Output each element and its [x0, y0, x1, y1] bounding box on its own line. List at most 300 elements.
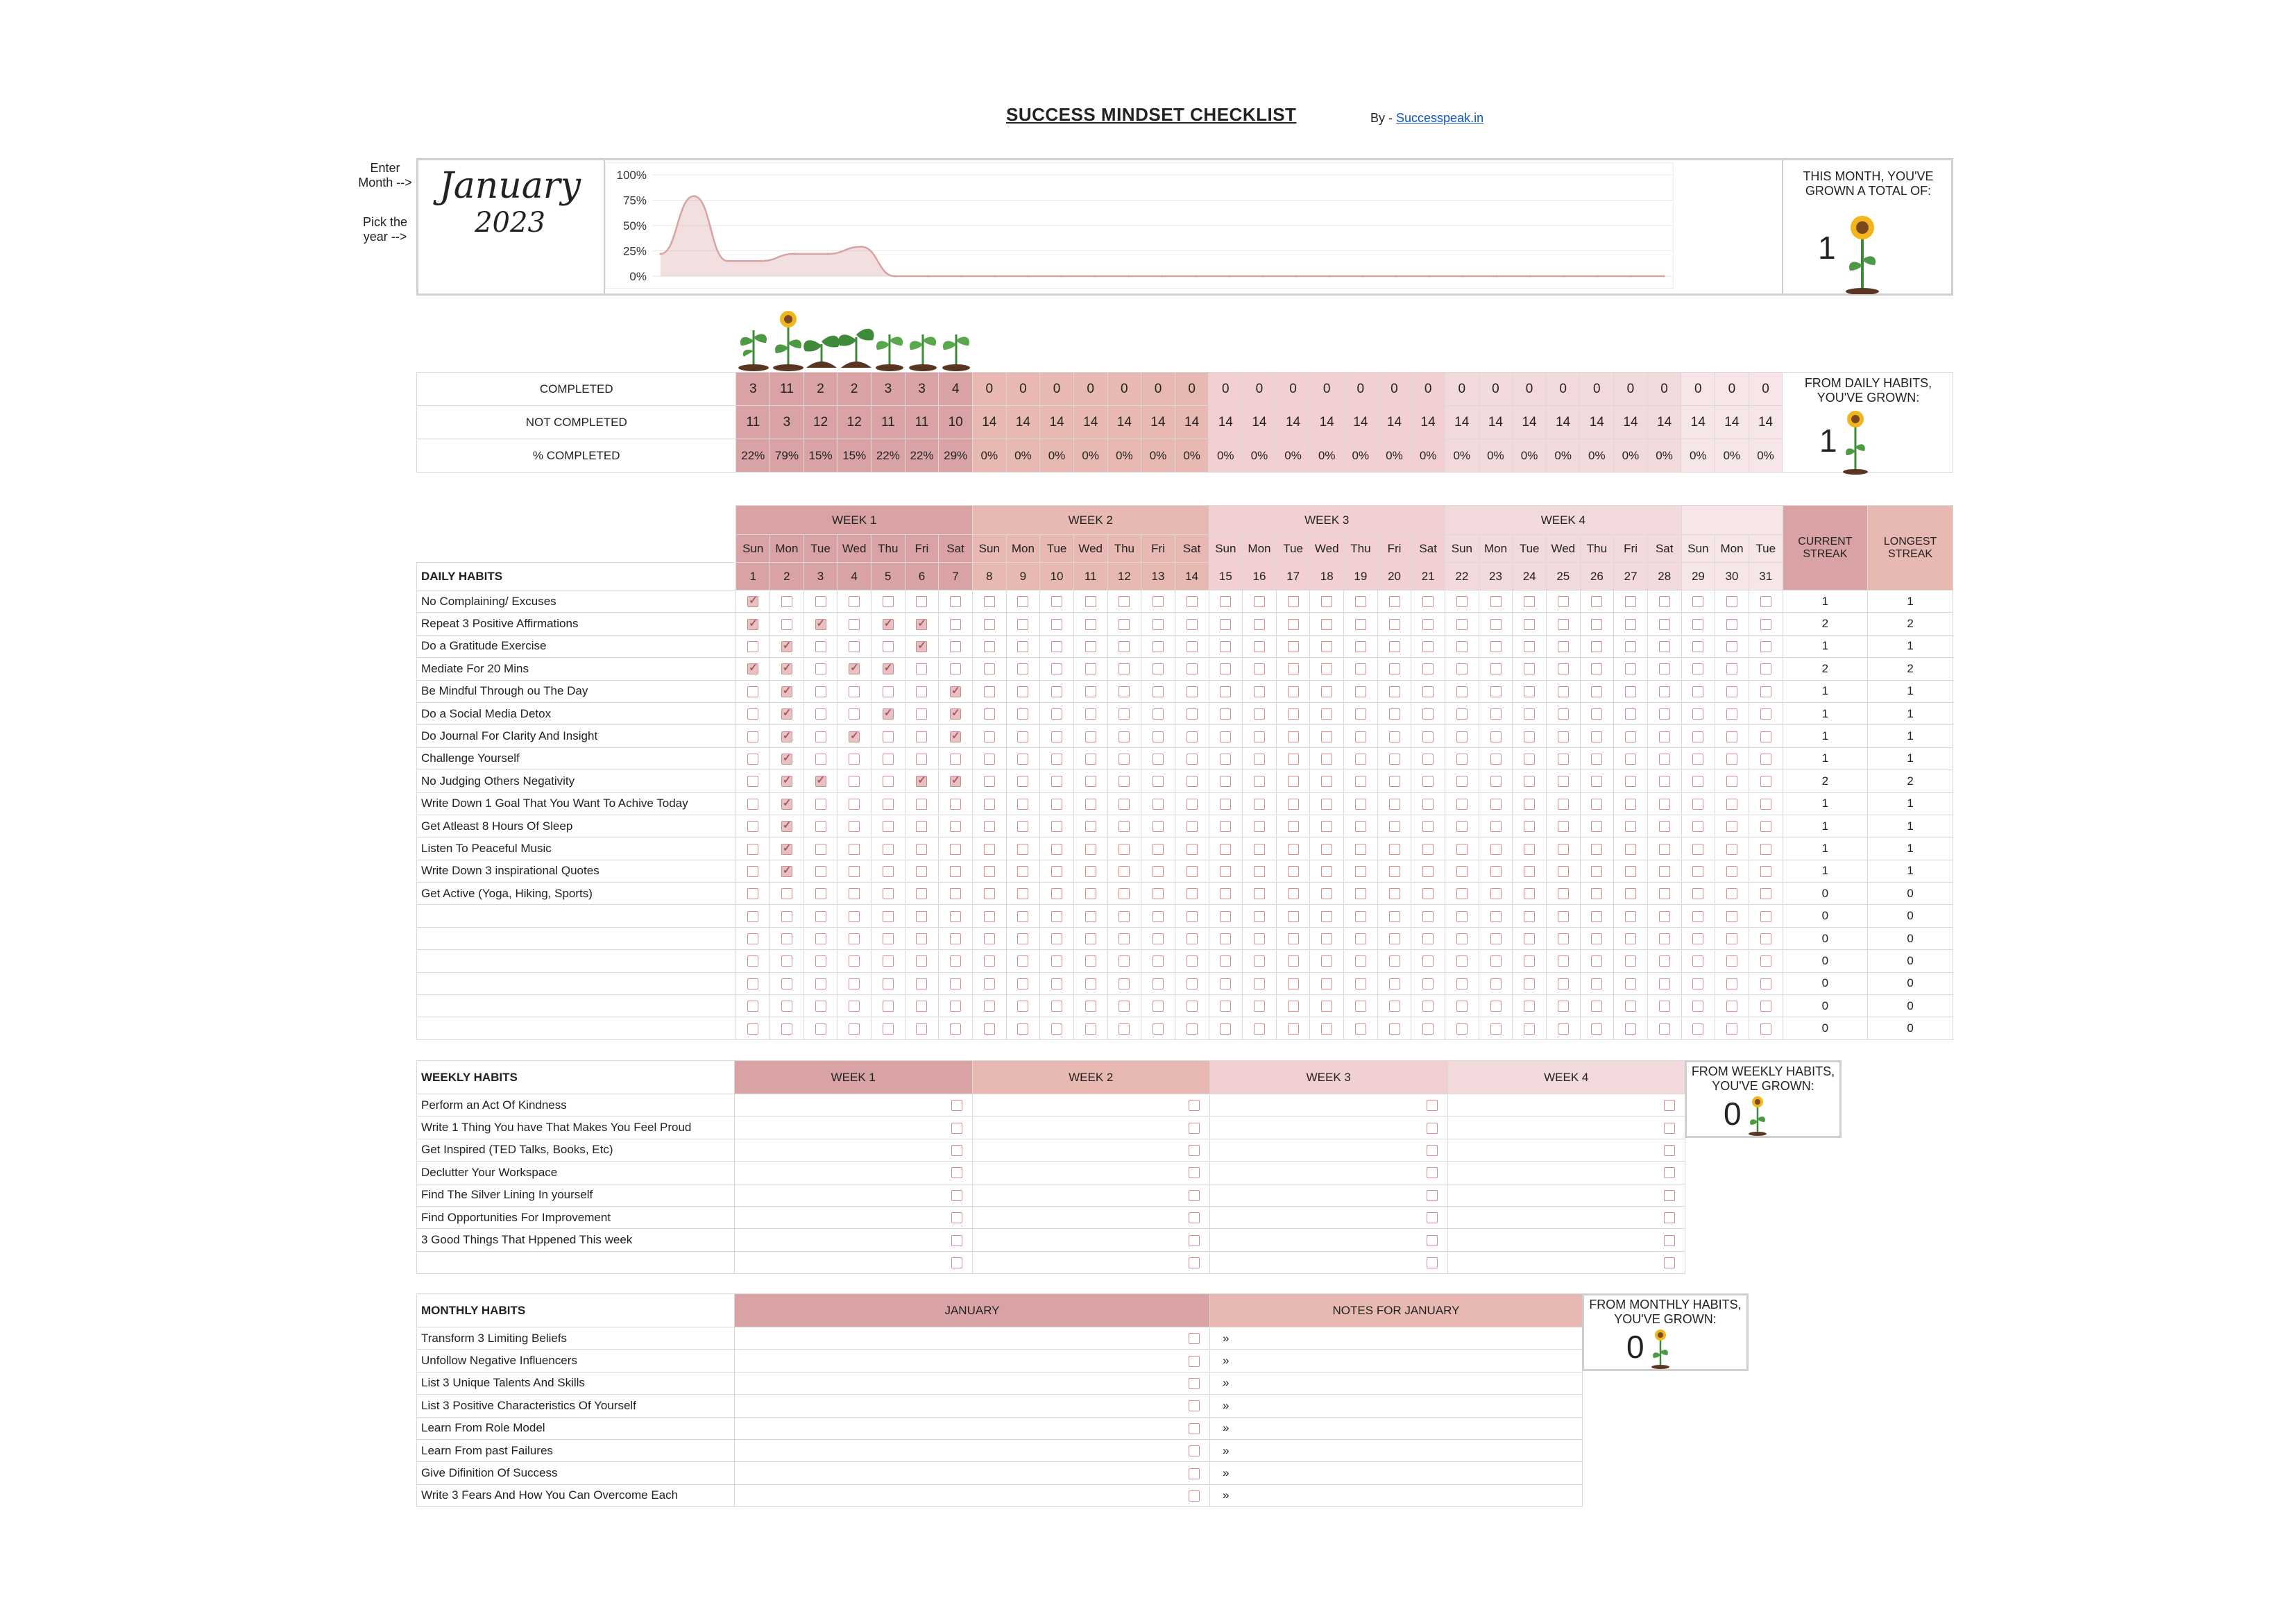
habit-checkbox[interactable] [849, 866, 860, 877]
habit-checkbox[interactable] [1153, 1001, 1164, 1012]
habit-checkbox[interactable] [849, 955, 860, 967]
habit-checkbox[interactable] [815, 911, 826, 922]
habit-checkbox[interactable] [1422, 1001, 1434, 1012]
habit-checkbox[interactable] [1288, 708, 1299, 720]
habit-checkbox[interactable] [1017, 754, 1028, 765]
habit-checkbox[interactable] [1456, 776, 1468, 787]
habit-checkbox[interactable] [1760, 933, 1771, 944]
habit-checkbox[interactable] [1153, 978, 1164, 989]
habit-checkbox[interactable] [1422, 799, 1434, 810]
habit-checkbox[interactable] [1321, 911, 1332, 922]
habit-checkbox[interactable] [883, 933, 894, 944]
habit-checkbox[interactable] [1119, 844, 1130, 855]
habit-checkbox[interactable] [1490, 866, 1502, 877]
habit-checkbox[interactable] [1288, 663, 1299, 674]
habit-checkbox[interactable] [1321, 619, 1332, 630]
habit-checkbox[interactable] [1220, 978, 1231, 989]
habit-checkbox[interactable] [1524, 866, 1535, 877]
weekly-habit-name[interactable]: Write 1 Thing You have That Makes You Feel Proud [417, 1116, 735, 1139]
habit-name[interactable]: Repeat 3 Positive Affirmations [417, 613, 736, 635]
habit-checkbox[interactable] [1220, 641, 1231, 652]
habit-checkbox[interactable] [1422, 844, 1434, 855]
habit-checkbox[interactable] [1625, 596, 1636, 607]
weekly-checkbox[interactable] [1189, 1212, 1200, 1223]
habit-checkbox[interactable] [1119, 686, 1130, 697]
habit-checkbox[interactable] [1726, 731, 1737, 742]
habit-checkbox[interactable] [1591, 844, 1602, 855]
habit-checkbox[interactable] [1355, 754, 1366, 765]
habit-checkbox[interactable] [916, 596, 927, 607]
habit-checkbox[interactable] [984, 844, 995, 855]
habit-checkbox[interactable] [1490, 708, 1502, 720]
habit-checkbox[interactable] [747, 911, 758, 922]
habit-checkbox[interactable] [1389, 641, 1400, 652]
weekly-checkbox[interactable] [951, 1100, 962, 1111]
habit-checkbox[interactable] [916, 844, 927, 855]
habit-checkbox[interactable] [1321, 776, 1332, 787]
habit-checkbox[interactable] [781, 866, 792, 877]
monthly-checkbox[interactable] [1189, 1356, 1200, 1367]
habit-checkbox[interactable] [883, 1023, 894, 1035]
habit-checkbox[interactable] [1085, 596, 1096, 607]
habit-checkbox[interactable] [1153, 1023, 1164, 1035]
habit-checkbox[interactable] [815, 731, 826, 742]
habit-checkbox[interactable] [1187, 686, 1198, 697]
habit-checkbox[interactable] [916, 708, 927, 720]
monthly-habit-name[interactable]: Give Difinition Of Success [417, 1462, 735, 1484]
habit-checkbox[interactable] [1085, 888, 1096, 899]
habit-checkbox[interactable] [815, 641, 826, 652]
habit-checkbox[interactable] [916, 933, 927, 944]
habit-checkbox[interactable] [1051, 619, 1062, 630]
habit-checkbox[interactable] [781, 731, 792, 742]
habit-checkbox[interactable] [781, 708, 792, 720]
habit-checkbox[interactable] [1422, 821, 1434, 832]
habit-checkbox[interactable] [1625, 821, 1636, 832]
habit-checkbox[interactable] [1220, 663, 1231, 674]
habit-checkbox[interactable] [883, 663, 894, 674]
habit-checkbox[interactable] [1659, 911, 1670, 922]
habit-checkbox[interactable] [1625, 978, 1636, 989]
habit-checkbox[interactable] [1591, 754, 1602, 765]
habit-checkbox[interactable] [1490, 619, 1502, 630]
habit-checkbox[interactable] [1726, 844, 1737, 855]
habit-checkbox[interactable] [1355, 844, 1366, 855]
monthly-habit-name[interactable]: Unfollow Negative Influencers [417, 1350, 735, 1372]
habit-checkbox[interactable] [1490, 731, 1502, 742]
habit-checkbox[interactable] [1220, 754, 1231, 765]
habit-checkbox[interactable] [1288, 619, 1299, 630]
habit-checkbox[interactable] [1389, 663, 1400, 674]
habit-checkbox[interactable] [1558, 955, 1569, 967]
habit-checkbox[interactable] [781, 619, 792, 630]
habit-checkbox[interactable] [984, 596, 995, 607]
habit-checkbox[interactable] [1692, 731, 1703, 742]
habit-checkbox[interactable] [1558, 663, 1569, 674]
habit-checkbox[interactable] [1017, 686, 1028, 697]
habit-checkbox[interactable] [984, 663, 995, 674]
habit-checkbox[interactable] [1051, 911, 1062, 922]
habit-checkbox[interactable] [1422, 731, 1434, 742]
habit-checkbox[interactable] [883, 619, 894, 630]
habit-checkbox[interactable] [1119, 708, 1130, 720]
habit-checkbox[interactable] [1389, 731, 1400, 742]
habit-checkbox[interactable] [1422, 776, 1434, 787]
habit-checkbox[interactable] [1119, 663, 1130, 674]
habit-checkbox[interactable] [1659, 866, 1670, 877]
habit-checkbox[interactable] [1558, 596, 1569, 607]
habit-checkbox[interactable] [1355, 933, 1366, 944]
habit-checkbox[interactable] [1591, 866, 1602, 877]
habit-checkbox[interactable] [1760, 596, 1771, 607]
habit-checkbox[interactable] [1288, 888, 1299, 899]
note-field[interactable]: » [1210, 1372, 1583, 1394]
habit-name[interactable] [417, 905, 736, 927]
habit-checkbox[interactable] [1490, 1001, 1502, 1012]
habit-checkbox[interactable] [1692, 776, 1703, 787]
habit-checkbox[interactable] [1558, 1001, 1569, 1012]
habit-checkbox[interactable] [1625, 1023, 1636, 1035]
habit-checkbox[interactable] [1254, 686, 1265, 697]
habit-checkbox[interactable] [1254, 1023, 1265, 1035]
habit-checkbox[interactable] [950, 1001, 961, 1012]
habit-checkbox[interactable] [1692, 955, 1703, 967]
habit-checkbox[interactable] [1591, 1001, 1602, 1012]
habit-checkbox[interactable] [1692, 596, 1703, 607]
habit-name[interactable] [417, 950, 736, 972]
habit-checkbox[interactable] [1558, 619, 1569, 630]
habit-checkbox[interactable] [747, 844, 758, 855]
habit-checkbox[interactable] [1456, 686, 1468, 697]
habit-checkbox[interactable] [1558, 776, 1569, 787]
habit-checkbox[interactable] [1422, 663, 1434, 674]
habit-checkbox[interactable] [1456, 641, 1468, 652]
habit-checkbox[interactable] [883, 754, 894, 765]
habit-checkbox[interactable] [1220, 619, 1231, 630]
habit-checkbox[interactable] [1625, 911, 1636, 922]
habit-checkbox[interactable] [1692, 888, 1703, 899]
habit-checkbox[interactable] [1220, 596, 1231, 607]
weekly-checkbox[interactable] [1189, 1190, 1200, 1201]
habit-checkbox[interactable] [815, 1001, 826, 1012]
habit-checkbox[interactable] [747, 888, 758, 899]
habit-checkbox[interactable] [1153, 844, 1164, 855]
habit-checkbox[interactable] [984, 821, 995, 832]
habit-checkbox[interactable] [1220, 731, 1231, 742]
habit-checkbox[interactable] [1051, 686, 1062, 697]
habit-checkbox[interactable] [1389, 776, 1400, 787]
habit-checkbox[interactable] [747, 754, 758, 765]
habit-checkbox[interactable] [1153, 866, 1164, 877]
habit-checkbox[interactable] [747, 776, 758, 787]
habit-checkbox[interactable] [1254, 596, 1265, 607]
habit-checkbox[interactable] [1524, 754, 1535, 765]
habit-checkbox[interactable] [1187, 1023, 1198, 1035]
habit-checkbox[interactable] [1490, 933, 1502, 944]
habit-checkbox[interactable] [1490, 799, 1502, 810]
habit-checkbox[interactable] [1558, 708, 1569, 720]
habit-checkbox[interactable] [1625, 888, 1636, 899]
habit-checkbox[interactable] [815, 955, 826, 967]
habit-checkbox[interactable] [1085, 933, 1096, 944]
habit-checkbox[interactable] [1119, 1023, 1130, 1035]
weekly-checkbox[interactable] [951, 1212, 962, 1223]
habit-checkbox[interactable] [1456, 1001, 1468, 1012]
habit-checkbox[interactable] [1051, 731, 1062, 742]
habit-checkbox[interactable] [1558, 686, 1569, 697]
habit-checkbox[interactable] [1119, 754, 1130, 765]
habit-checkbox[interactable] [950, 955, 961, 967]
habit-checkbox[interactable] [1051, 641, 1062, 652]
habit-checkbox[interactable] [1017, 619, 1028, 630]
habit-checkbox[interactable] [883, 641, 894, 652]
weekly-checkbox[interactable] [951, 1167, 962, 1178]
habit-checkbox[interactable] [916, 866, 927, 877]
habit-checkbox[interactable] [1187, 978, 1198, 989]
habit-checkbox[interactable] [950, 799, 961, 810]
habit-checkbox[interactable] [984, 888, 995, 899]
habit-checkbox[interactable] [1153, 731, 1164, 742]
habit-checkbox[interactable] [1760, 663, 1771, 674]
habit-checkbox[interactable] [1321, 933, 1332, 944]
habit-checkbox[interactable] [1017, 821, 1028, 832]
habit-checkbox[interactable] [1659, 596, 1670, 607]
habit-name[interactable]: Get Active (Yoga, Hiking, Sports) [417, 883, 736, 905]
habit-checkbox[interactable] [950, 978, 961, 989]
habit-checkbox[interactable] [1051, 1001, 1062, 1012]
habit-checkbox[interactable] [1591, 978, 1602, 989]
habit-checkbox[interactable] [1659, 844, 1670, 855]
weekly-checkbox[interactable] [951, 1235, 962, 1246]
weekly-checkbox[interactable] [1664, 1212, 1675, 1223]
habit-checkbox[interactable] [1760, 686, 1771, 697]
habit-name[interactable]: Write Down 1 Goal That You Want To Achive Today [417, 792, 736, 815]
habit-checkbox[interactable] [849, 799, 860, 810]
habit-checkbox[interactable] [1017, 1023, 1028, 1035]
habit-checkbox[interactable] [1187, 754, 1198, 765]
habit-checkbox[interactable] [1153, 799, 1164, 810]
habit-checkbox[interactable] [1726, 911, 1737, 922]
habit-checkbox[interactable] [1017, 844, 1028, 855]
habit-checkbox[interactable] [950, 596, 961, 607]
habit-checkbox[interactable] [747, 686, 758, 697]
habit-checkbox[interactable] [781, 1023, 792, 1035]
habit-checkbox[interactable] [781, 933, 792, 944]
habit-checkbox[interactable] [815, 866, 826, 877]
habit-checkbox[interactable] [1558, 933, 1569, 944]
habit-checkbox[interactable] [1017, 978, 1028, 989]
habit-checkbox[interactable] [1490, 641, 1502, 652]
habit-checkbox[interactable] [849, 1001, 860, 1012]
habit-name[interactable]: No Judging Others Negativity [417, 770, 736, 792]
habit-checkbox[interactable] [1254, 911, 1265, 922]
habit-checkbox[interactable] [1321, 888, 1332, 899]
habit-checkbox[interactable] [1625, 776, 1636, 787]
habit-checkbox[interactable] [1220, 933, 1231, 944]
habit-checkbox[interactable] [1321, 641, 1332, 652]
habit-checkbox[interactable] [1760, 955, 1771, 967]
habit-checkbox[interactable] [1355, 955, 1366, 967]
weekly-checkbox[interactable] [1189, 1123, 1200, 1134]
habit-checkbox[interactable] [1625, 866, 1636, 877]
habit-checkbox[interactable] [747, 821, 758, 832]
habit-checkbox[interactable] [1187, 641, 1198, 652]
habit-checkbox[interactable] [1692, 708, 1703, 720]
habit-name[interactable] [417, 972, 736, 994]
habit-checkbox[interactable] [849, 844, 860, 855]
monthly-checkbox[interactable] [1189, 1445, 1200, 1456]
habit-checkbox[interactable] [1085, 708, 1096, 720]
habit-checkbox[interactable] [849, 888, 860, 899]
habit-checkbox[interactable] [1456, 866, 1468, 877]
habit-checkbox[interactable] [1119, 596, 1130, 607]
habit-checkbox[interactable] [1625, 641, 1636, 652]
habit-checkbox[interactable] [1726, 641, 1737, 652]
habit-checkbox[interactable] [1659, 955, 1670, 967]
weekly-checkbox[interactable] [1664, 1257, 1675, 1268]
habit-checkbox[interactable] [984, 866, 995, 877]
habit-checkbox[interactable] [984, 933, 995, 944]
habit-checkbox[interactable] [1389, 1023, 1400, 1035]
habit-checkbox[interactable] [815, 619, 826, 630]
byline-link[interactable]: Successpeak.in [1396, 111, 1484, 125]
habit-checkbox[interactable] [916, 619, 927, 630]
habit-checkbox[interactable] [1760, 1001, 1771, 1012]
habit-checkbox[interactable] [1254, 866, 1265, 877]
habit-checkbox[interactable] [1288, 933, 1299, 944]
habit-checkbox[interactable] [883, 911, 894, 922]
habit-checkbox[interactable] [1355, 866, 1366, 877]
habit-checkbox[interactable] [1288, 754, 1299, 765]
habit-checkbox[interactable] [781, 955, 792, 967]
habit-checkbox[interactable] [1119, 978, 1130, 989]
habit-checkbox[interactable] [1085, 911, 1096, 922]
habit-checkbox[interactable] [815, 978, 826, 989]
habit-checkbox[interactable] [1490, 663, 1502, 674]
habit-checkbox[interactable] [883, 731, 894, 742]
habit-checkbox[interactable] [1490, 888, 1502, 899]
habit-checkbox[interactable] [1625, 1001, 1636, 1012]
weekly-checkbox[interactable] [1427, 1123, 1438, 1134]
habit-checkbox[interactable] [747, 641, 758, 652]
habit-checkbox[interactable] [1625, 619, 1636, 630]
weekly-checkbox[interactable] [1664, 1235, 1675, 1246]
habit-checkbox[interactable] [1288, 776, 1299, 787]
habit-checkbox[interactable] [950, 754, 961, 765]
habit-checkbox[interactable] [1085, 1001, 1096, 1012]
habit-checkbox[interactable] [1085, 844, 1096, 855]
habit-checkbox[interactable] [1220, 799, 1231, 810]
habit-checkbox[interactable] [950, 731, 961, 742]
habit-checkbox[interactable] [1355, 731, 1366, 742]
weekly-habit-name[interactable]: 3 Good Things That Hppened This week [417, 1229, 735, 1251]
habit-checkbox[interactable] [1456, 911, 1468, 922]
habit-checkbox[interactable] [950, 888, 961, 899]
weekly-checkbox[interactable] [1664, 1167, 1675, 1178]
habit-checkbox[interactable] [849, 821, 860, 832]
weekly-checkbox[interactable] [951, 1257, 962, 1268]
habit-checkbox[interactable] [1692, 1023, 1703, 1035]
habit-checkbox[interactable] [984, 686, 995, 697]
habit-checkbox[interactable] [1490, 686, 1502, 697]
note-field[interactable]: » [1210, 1439, 1583, 1461]
weekly-habit-name[interactable]: Declutter Your Workspace [417, 1162, 735, 1184]
habit-checkbox[interactable] [1591, 799, 1602, 810]
habit-checkbox[interactable] [1085, 799, 1096, 810]
habit-checkbox[interactable] [1187, 866, 1198, 877]
habit-checkbox[interactable] [815, 663, 826, 674]
habit-checkbox[interactable] [1321, 1023, 1332, 1035]
habit-checkbox[interactable] [1355, 663, 1366, 674]
habit-checkbox[interactable] [1254, 619, 1265, 630]
habit-checkbox[interactable] [1288, 844, 1299, 855]
habit-checkbox[interactable] [950, 708, 961, 720]
habit-checkbox[interactable] [1456, 799, 1468, 810]
habit-checkbox[interactable] [1659, 731, 1670, 742]
habit-checkbox[interactable] [1119, 1001, 1130, 1012]
habit-checkbox[interactable] [781, 596, 792, 607]
habit-checkbox[interactable] [1187, 888, 1198, 899]
habit-checkbox[interactable] [883, 776, 894, 787]
habit-checkbox[interactable] [1187, 955, 1198, 967]
habit-checkbox[interactable] [1051, 663, 1062, 674]
habit-checkbox[interactable] [1760, 1023, 1771, 1035]
monthly-habit-name[interactable]: List 3 Positive Characteristics Of Yourself [417, 1395, 735, 1417]
habit-checkbox[interactable] [883, 708, 894, 720]
habit-checkbox[interactable] [1659, 619, 1670, 630]
habit-checkbox[interactable] [883, 888, 894, 899]
habit-checkbox[interactable] [1558, 731, 1569, 742]
habit-checkbox[interactable] [1220, 866, 1231, 877]
habit-checkbox[interactable] [1119, 866, 1130, 877]
habit-checkbox[interactable] [1017, 799, 1028, 810]
habit-checkbox[interactable] [1726, 821, 1737, 832]
habit-checkbox[interactable] [747, 933, 758, 944]
habit-checkbox[interactable] [1119, 776, 1130, 787]
habit-checkbox[interactable] [916, 821, 927, 832]
habit-checkbox[interactable] [1524, 844, 1535, 855]
habit-checkbox[interactable] [883, 821, 894, 832]
habit-checkbox[interactable] [815, 596, 826, 607]
habit-checkbox[interactable] [1591, 686, 1602, 697]
habit-checkbox[interactable] [747, 799, 758, 810]
weekly-checkbox[interactable] [1427, 1167, 1438, 1178]
habit-checkbox[interactable] [1153, 619, 1164, 630]
habit-checkbox[interactable] [1726, 663, 1737, 674]
habit-checkbox[interactable] [747, 1023, 758, 1035]
habit-checkbox[interactable] [1321, 663, 1332, 674]
habit-checkbox[interactable] [984, 911, 995, 922]
habit-checkbox[interactable] [1760, 821, 1771, 832]
note-field[interactable]: » [1210, 1484, 1583, 1506]
weekly-checkbox[interactable] [951, 1190, 962, 1201]
habit-checkbox[interactable] [1051, 955, 1062, 967]
habit-checkbox[interactable] [1119, 933, 1130, 944]
habit-name[interactable]: Mediate For 20 Mins [417, 658, 736, 680]
habit-checkbox[interactable] [815, 708, 826, 720]
habit-checkbox[interactable] [1153, 641, 1164, 652]
habit-checkbox[interactable] [1625, 754, 1636, 765]
note-field[interactable]: » [1210, 1327, 1583, 1350]
habit-checkbox[interactable] [1591, 888, 1602, 899]
habit-checkbox[interactable] [950, 911, 961, 922]
habit-name[interactable]: Do a Gratitude Exercise [417, 635, 736, 657]
habit-checkbox[interactable] [1558, 866, 1569, 877]
habit-checkbox[interactable] [1254, 955, 1265, 967]
habit-checkbox[interactable] [815, 686, 826, 697]
habit-checkbox[interactable] [883, 955, 894, 967]
habit-checkbox[interactable] [1524, 776, 1535, 787]
